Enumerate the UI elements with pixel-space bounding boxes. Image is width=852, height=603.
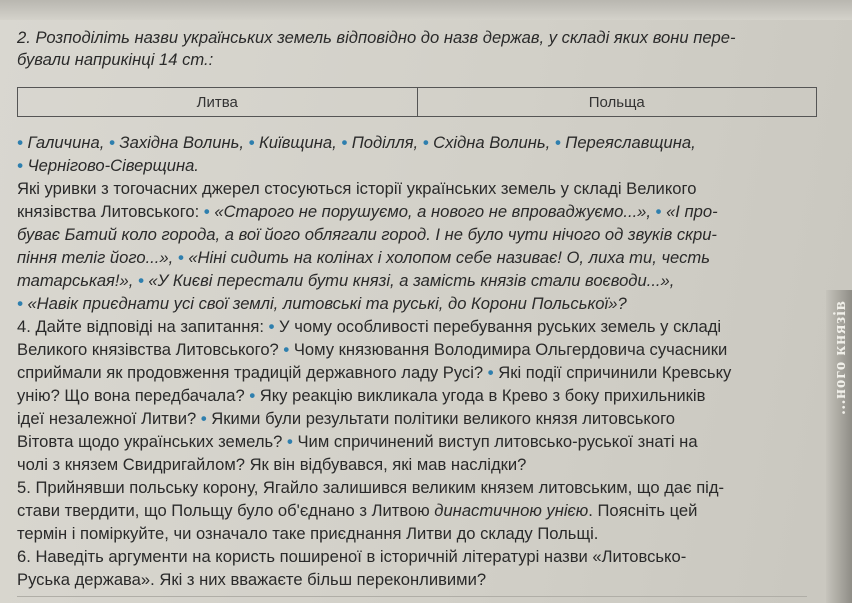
task3-line5 (17, 271, 674, 291)
task3-line6 (17, 294, 627, 314)
task5-text: стави твердити, що Польщу було об'єднано з Литвою (17, 501, 430, 520)
land-item: Поділля, (351, 133, 419, 152)
bullet-icon: • (341, 133, 348, 152)
task4-line7: чолі з князем Свидригайлом? Як він відбувався, які мав наслідки? (17, 455, 527, 474)
quote-item: «У Києві перестали бути князі, а замість князів стали воєводи...», (148, 271, 675, 290)
task5-text: . Поясніть цей (588, 501, 698, 520)
margin-running-text: ...ного князів (830, 300, 849, 415)
question-item: Чому князювання Володимира Ольгердовича сучасники (293, 340, 728, 359)
task4-text: 4. Дайте відповіді на запитання: (17, 317, 264, 336)
task4-line5 (17, 409, 675, 429)
task6-line2: Руська держава». Які з них вважаєте більш переконливими? (17, 570, 487, 589)
bullet-icon: • (108, 133, 115, 152)
lands-list-line2 (17, 156, 199, 176)
quote-item: «Ніні сидить на колінах і холопом себе називає! О, лиха ти, честь (188, 248, 710, 267)
states-table (17, 87, 817, 117)
land-item: Переяславщина, (565, 133, 696, 152)
task3-line2 (17, 202, 718, 222)
quote-item: татарськая!», (17, 271, 134, 290)
lands-list-line1 (17, 133, 696, 153)
bottom-divider (17, 596, 807, 597)
table-header-lithuania: Литва (196, 93, 238, 111)
bullet-icon: • (422, 133, 429, 152)
bullet-icon: • (249, 386, 256, 405)
task4-line3 (17, 363, 731, 383)
bullet-icon: • (203, 202, 210, 221)
question-item: унію? Що вона передбачала? (17, 386, 245, 405)
task3-line3: буває Батий коло города, а вої його облягали город. І не було чути нічого од звуків скри- (17, 225, 717, 244)
task2-title-line1: 2. Розподіліть назви українських земель відповідно до назв держав, у складі яких вони пере- (17, 28, 736, 47)
question-item: Якими були результати політики великого князя литовського (211, 409, 675, 428)
task5-line3: термін і поміркуйте, чи означало таке приєднання Литви до складу Польщі. (17, 524, 599, 543)
question-item: ідеї незалежної Литви? (17, 409, 197, 428)
bullet-icon: • (487, 363, 494, 382)
bullet-icon: • (137, 271, 144, 290)
land-item: Східна Волинь, (433, 133, 551, 152)
task4-line4 (17, 386, 705, 406)
quote-item: «І про- (666, 202, 718, 221)
land-item: Чернігово-Сіверщина. (27, 156, 199, 175)
quote-item: «Навік приєднати усі свої землі, литовські та руські, до Корони Польської»? (27, 294, 627, 313)
task3-line4 (17, 248, 710, 268)
bullet-icon: • (554, 133, 561, 152)
quote-item: «Старого не порушуємо, а нового не впроваджуємо...», (214, 202, 652, 221)
question-item: сприймали як продовження традицій державного ладу Русі? (17, 363, 484, 382)
bullet-icon: • (287, 432, 293, 451)
question-item: Вітовта щодо українських земель? (17, 432, 283, 451)
bullet-icon: • (655, 202, 662, 221)
task6-line1: 6. Наведіть аргументи на користь поширеної в історичній літературі назви «Литовсько- (17, 547, 687, 566)
bullet-icon: • (17, 133, 23, 152)
task3-line1: Які уривки з тогочасних джерел стосуються історії українських земель у складі Великого (17, 179, 697, 198)
task4-line1 (17, 317, 721, 337)
bullet-icon: • (283, 340, 290, 359)
question-item: Яку реакцію викликала угода в Крево з боку прихильників (259, 386, 706, 405)
task3-text: князівства Литовського: (17, 202, 200, 221)
land-item: Київщина, (259, 133, 337, 152)
page-top-shadow (0, 0, 852, 20)
land-item: Галичина, (27, 133, 105, 152)
bullet-icon: • (248, 133, 255, 152)
land-item: Західна Волинь, (119, 133, 244, 152)
question-item: Чим спричинений виступ литовсько-руської знаті на (297, 432, 698, 451)
task4-line6 (17, 432, 698, 452)
task5-line1: 5. Прийнявши польську корону, Ягайло залишився великим князем литовським, що дає під- (17, 478, 725, 497)
term-highlight: династичною унією (434, 501, 589, 520)
bullet-icon: • (17, 156, 23, 175)
task5-line2 (17, 501, 697, 521)
task4-line2 (17, 340, 727, 360)
bullet-icon: • (268, 317, 275, 336)
bullet-icon: • (200, 409, 207, 428)
quote-item: піння теліг його...», (17, 248, 174, 267)
question-item: У чому особливості перебування руських земель у складі (279, 317, 722, 336)
task2-title-line2: бували наприкінці 14 ст.: (17, 50, 214, 69)
bullet-icon: • (17, 294, 23, 313)
question-item: Які події спричинили Кревську (498, 363, 732, 382)
bullet-icon: • (177, 248, 184, 267)
table-header-poland: Польща (417, 88, 817, 116)
question-item: Великого князівства Литовського? (17, 340, 279, 359)
